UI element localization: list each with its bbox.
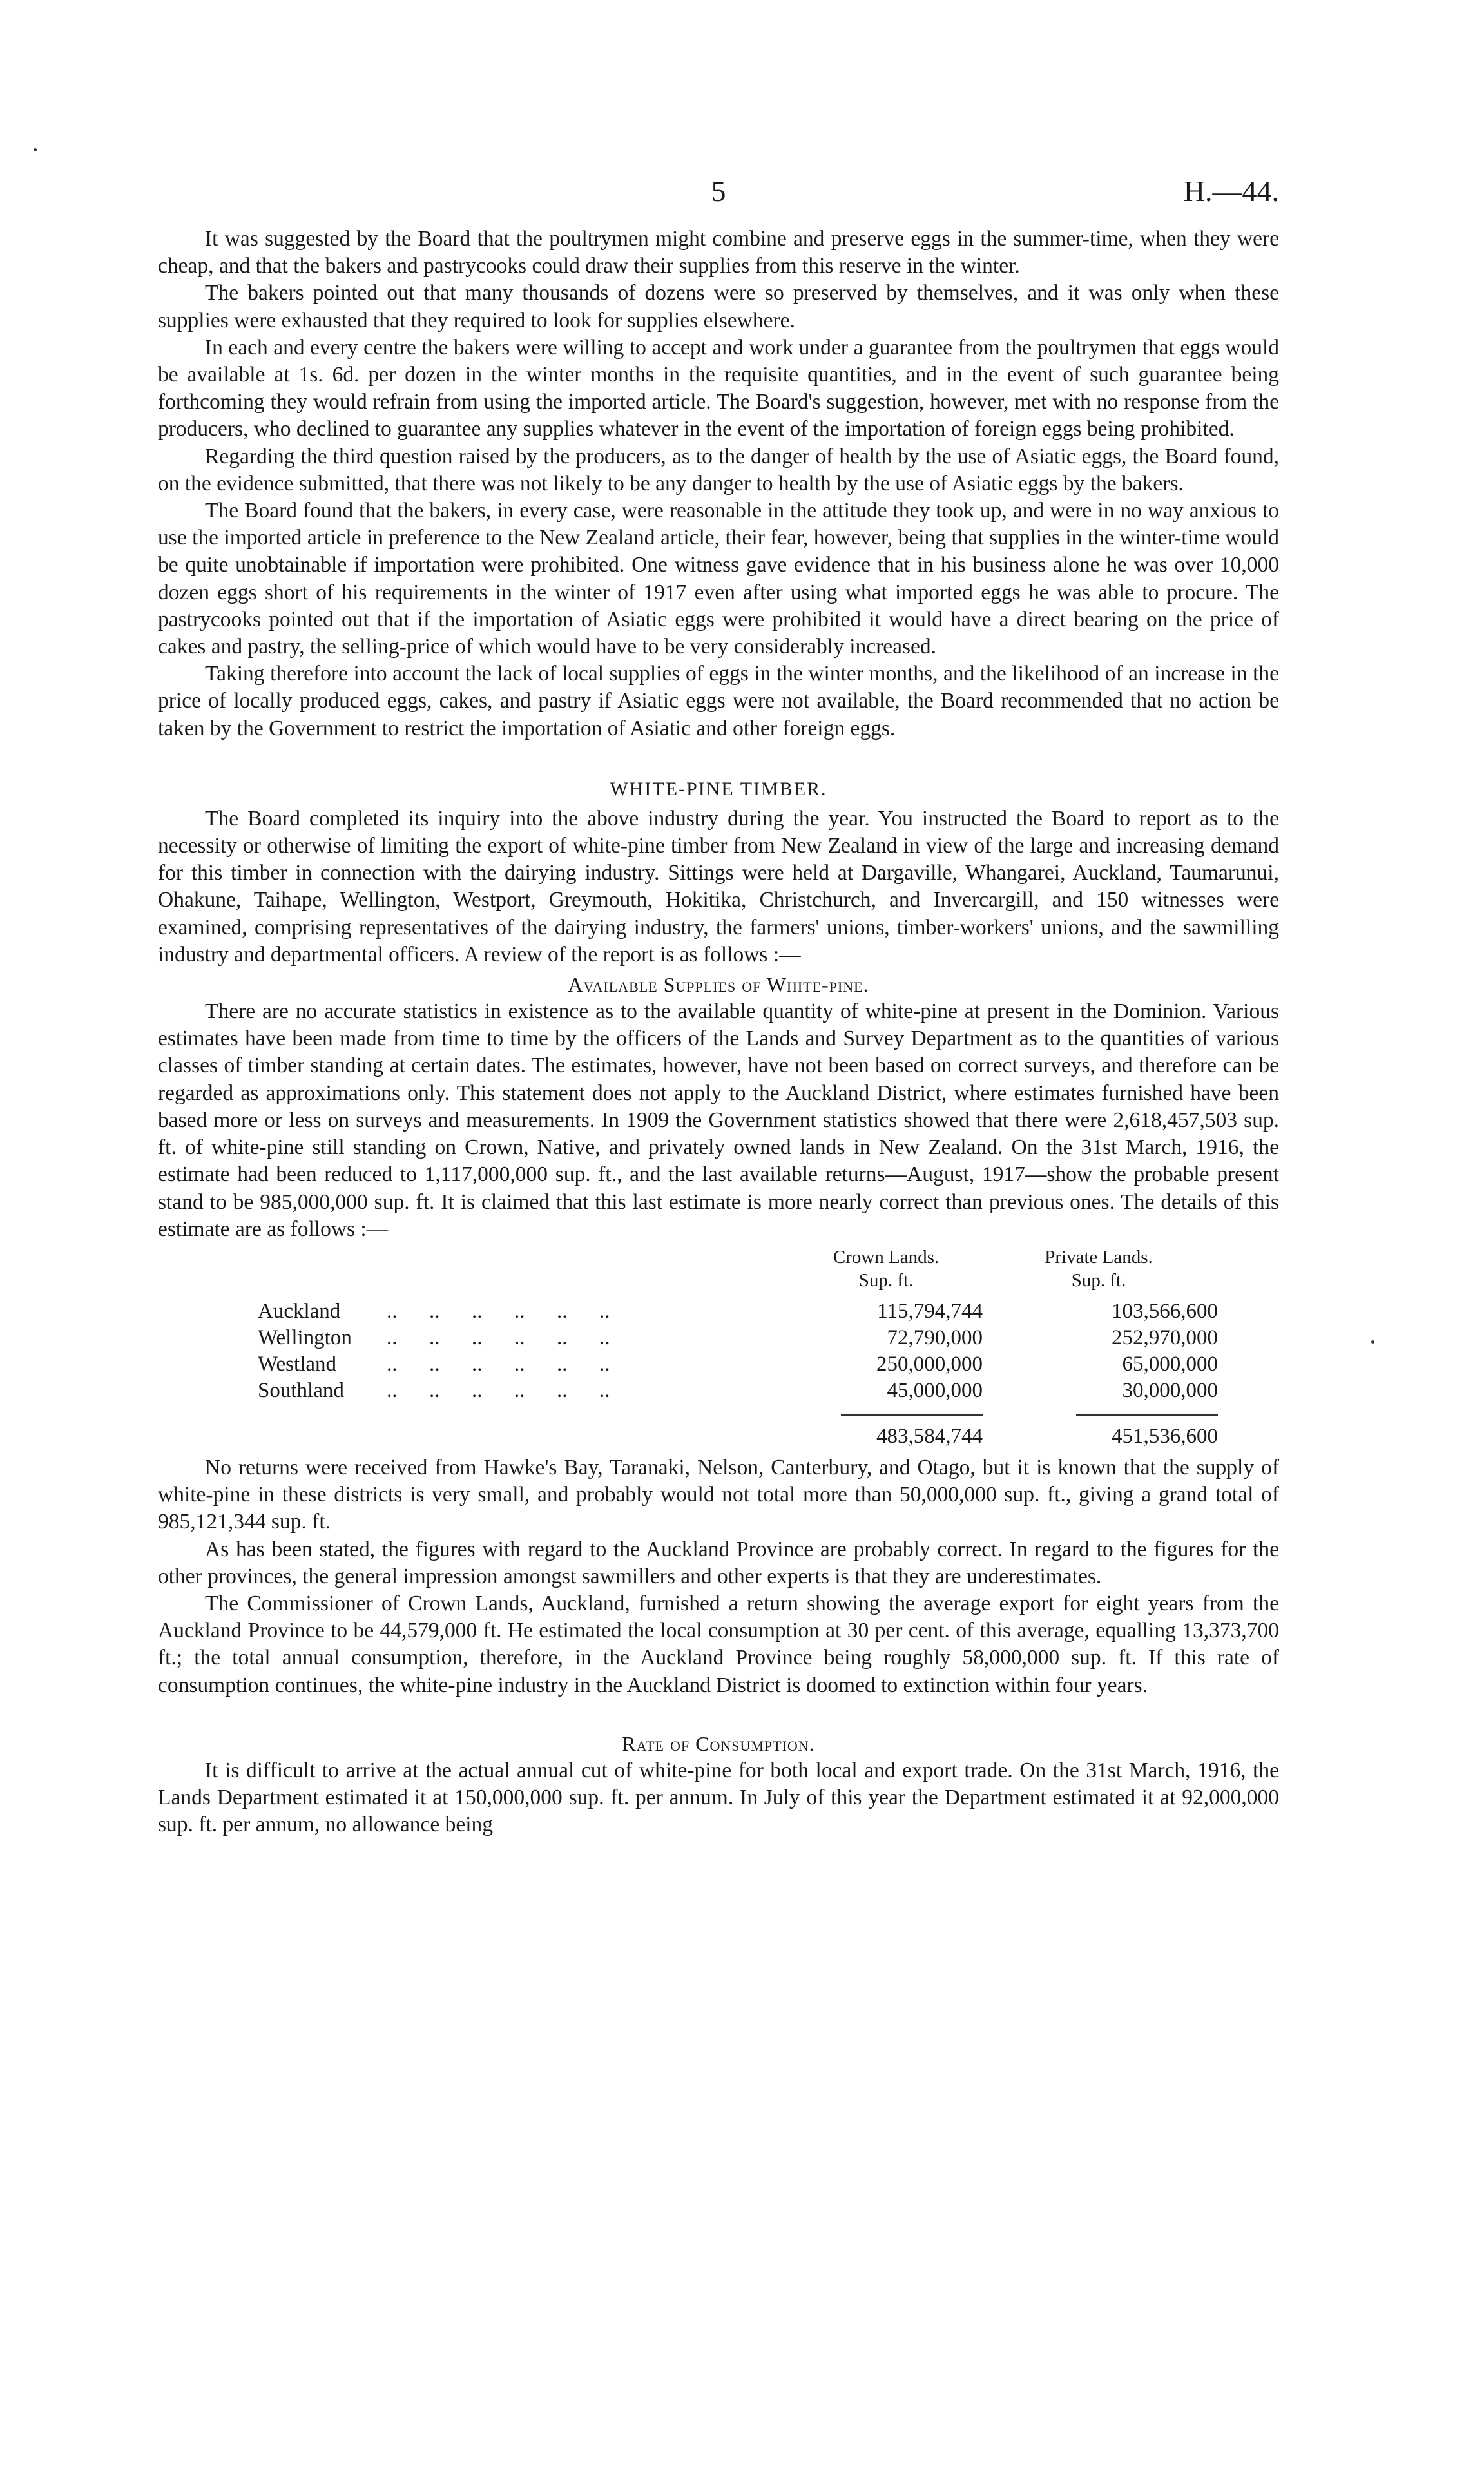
table-row — [158, 1351, 1279, 1378]
column-header-title: Private Lands. — [1045, 1246, 1153, 1267]
paragraph: The Board found that the bakers, in every case, were reasonable in the attitude they took up, and were in no way anxious to use the imported article in preference to the New Zealand article, their fear, however, being that supplies in the winter-time would be quite unobtainable if importation were prohibited. One witness gave evidence that in his business alone he was over 10,000 dozen eggs short of his requirements in the winter of 1917 even after using what imported eggs he was able to procure. The pastrycooks pointed out that if the importation of Asiatic eggs were prohibited it would have a direct bearing on the price of cakes and pastry, the selling-price of which would have to be very considerably increased. — [158, 499, 1279, 659]
leader-dots: .. .. .. .. .. .. — [387, 1352, 610, 1376]
table-row — [158, 1325, 1279, 1351]
paragraph: In each and every centre the bakers were willing to accept and work under a guarantee from the poultrymen that eggs would be available at 1s. 6d. per dozen in the winter months in the requisite quantities, and in the event of such guarantee being forthcoming they would refrain from using the imported article. The Board's suggestion, however, met with no response from the producers, who declined to guarantee any supplies whatever in the event of the importation of foreign eggs being prohibited. — [158, 335, 1279, 441]
total-private-lands: 451,536,600 — [1112, 1424, 1218, 1448]
crown-lands-value: 72,790,000 — [887, 1325, 983, 1349]
leader-dots: .. .. .. .. .. .. — [387, 1325, 610, 1349]
leader-dots: .. .. .. .. .. .. — [387, 1299, 610, 1323]
page-number: 5 — [711, 175, 726, 207]
private-lands-value: 30,000,000 — [1122, 1378, 1218, 1402]
after-table-section — [158, 1454, 1279, 1699]
paragraph: It is difficult to arrive at the actual annual cut of white-pine for both local and export trade. On the 31st March, 1916, the Lands Department estimated it at 150,000,000 sup. ft. per annum. In July of this year the Department estimated it at 92,000,000 sup. ft. per annum, no allowance being — [158, 1758, 1279, 1837]
total-rule-private — [1076, 1414, 1218, 1416]
paragraph: The Board completed its inquiry into the above industry during the year. You instructed the Board to report as to the necessity or otherwise of limiting the export of white-pine timber from New Zealand in view of the large and increasing demand for this timber in connection with the dairying industry. Sittings were held at Dargaville, Whangarei, Auckland, Taumarunui, Ohakune, Taihape, Wellington, Westport, Greymouth, Hokitika, Christchurch, and Invercargill, and 150 witnesses were examined, comprising representatives of the dairying industry, the farmers' unions, timber-workers' unions, and the sawmilling industry and departmental officers. A review of the report is as follows :— — [158, 806, 1279, 967]
eggs-section — [158, 226, 1279, 742]
column-header-unit: Sup. ft. — [858, 1269, 914, 1291]
total-rule — [158, 1404, 1279, 1423]
scan-mark — [1371, 1340, 1374, 1344]
region-name: Westland — [258, 1352, 336, 1376]
region-name: Southland — [258, 1378, 344, 1402]
total-rule-crown — [841, 1414, 983, 1416]
section-heading-rate: Rate of Consumption. — [622, 1731, 815, 1755]
paragraph: Regarding the third question raised by the producers, as to the danger of health by the use of Asiatic eggs, the Board found, on the evidence submitted, that there was not likely to be any danger to health by the use of Asiatic eggs by the bakers. — [158, 444, 1279, 496]
document-page — [158, 174, 1279, 1838]
crown-lands-value: 115,794,744 — [877, 1299, 983, 1323]
column-header-private-lands — [1015, 1246, 1182, 1292]
paragraph: No returns were received from Hawke's Bay, Taranaki, Nelson, Canterbury, and Otago, but it is known that the supply of white-pine in these districts is very small, and probably would not total more than 50,000,000 sup. ft., giving a grand total of 985,121,344 sup. ft. — [158, 1455, 1279, 1534]
column-header-title: Crown Lands. — [833, 1246, 940, 1267]
paragraph: Taking therefore into account the lack of local supplies of eggs in the winter months, and the likelihood of an increase in the price of locally produced eggs, cakes, and pastry if Asiatic eggs were not available, the Board recommended that no action be taken by the Government to restrict the importation of Asiatic and other foreign eggs. — [158, 662, 1279, 740]
region-name: Auckland — [258, 1299, 341, 1323]
table-row — [158, 1378, 1279, 1404]
crown-lands-value: 45,000,000 — [887, 1378, 983, 1402]
column-header-crown-lands — [802, 1246, 970, 1292]
table-total-row — [158, 1423, 1279, 1454]
paragraph: The bakers pointed out that many thousands of dozens were so preserved by themselves, and it was only when these supplies were exhausted that they required to look for supplies elsewhere. — [158, 281, 1279, 332]
document-reference: H.—44. — [1183, 175, 1279, 207]
scan-mark — [34, 148, 37, 151]
white-pine-estimate-table — [158, 1246, 1279, 1454]
private-lands-value: 252,970,000 — [1112, 1325, 1218, 1349]
total-crown-lands: 483,584,744 — [876, 1424, 983, 1448]
column-header-unit: Sup. ft. — [1071, 1269, 1126, 1291]
private-lands-value: 103,566,600 — [1112, 1299, 1218, 1323]
private-lands-value: 65,000,000 — [1122, 1352, 1218, 1376]
paragraph: As has been stated, the figures with regard to the Auckland Province are probably correct. In regard to the figures for the other provinces, the general impression amongst sawmillers and other experts is that they are underestimates. — [158, 1537, 1279, 1588]
section-heading-supplies: Available Supplies of White-pine. — [568, 973, 869, 997]
table-row — [158, 1298, 1279, 1325]
region-name: Wellington — [258, 1325, 352, 1349]
paragraph: There are no accurate statistics in existence as to the available quantity of white-pine at present in the Dominion. Various estimates have been made from time to time by the officers of the Lands and Survey Department as to the quantities of various classes of timber standing at certain dates. The estimates, however, have not been based on correct surveys, and therefore can be regarded as approximations only. This statement does not apply to the Auckland District, where estimates furnished have been based more or less on surveys and measurements. In 1909 the Government statistics showed that there were 2,618,457,503 sup. ft. of white-pine still standing on Crown, Native, and privately owned lands in New Zealand. On the 31st March, 1916, the estimate had been reduced to 1,117,000,000 sup. ft., and the last available returns—August, 1917—show the probable present stand to be 985,000,000 sup. ft. It is claimed that this last estimate is more nearly correct than previous ones. The details of this estimate are as follows :— — [158, 999, 1279, 1241]
leader-dots: .. .. .. .. .. .. — [387, 1378, 610, 1402]
section-heading-white-pine: WHITE-PINE TIMBER. — [610, 778, 827, 800]
paragraph: It was suggested by the Board that the poultrymen might combine and preserve eggs in the summer-time, when they were cheap, and that the bakers and pastrycooks could draw their supplies from this reserve in the winter. — [158, 227, 1279, 278]
page-header — [158, 174, 1279, 226]
table-header — [158, 1246, 1279, 1298]
paragraph: The Commissioner of Crown Lands, Auckland, furnished a return showing the average export for eight years from the Auckland Province to be 44,579,000 ft. He estimated the local consumption at 30 per cent. of this average, equalling 13,373,700 ft.; the total annual consumption, therefore, in the Auckland Province being roughly 58,000,000 sup. ft. If this rate of consumption continues, the white-pine industry in the Auckland District is doomed to extinction within four years. — [158, 1591, 1279, 1697]
crown-lands-value: 250,000,000 — [876, 1352, 983, 1376]
